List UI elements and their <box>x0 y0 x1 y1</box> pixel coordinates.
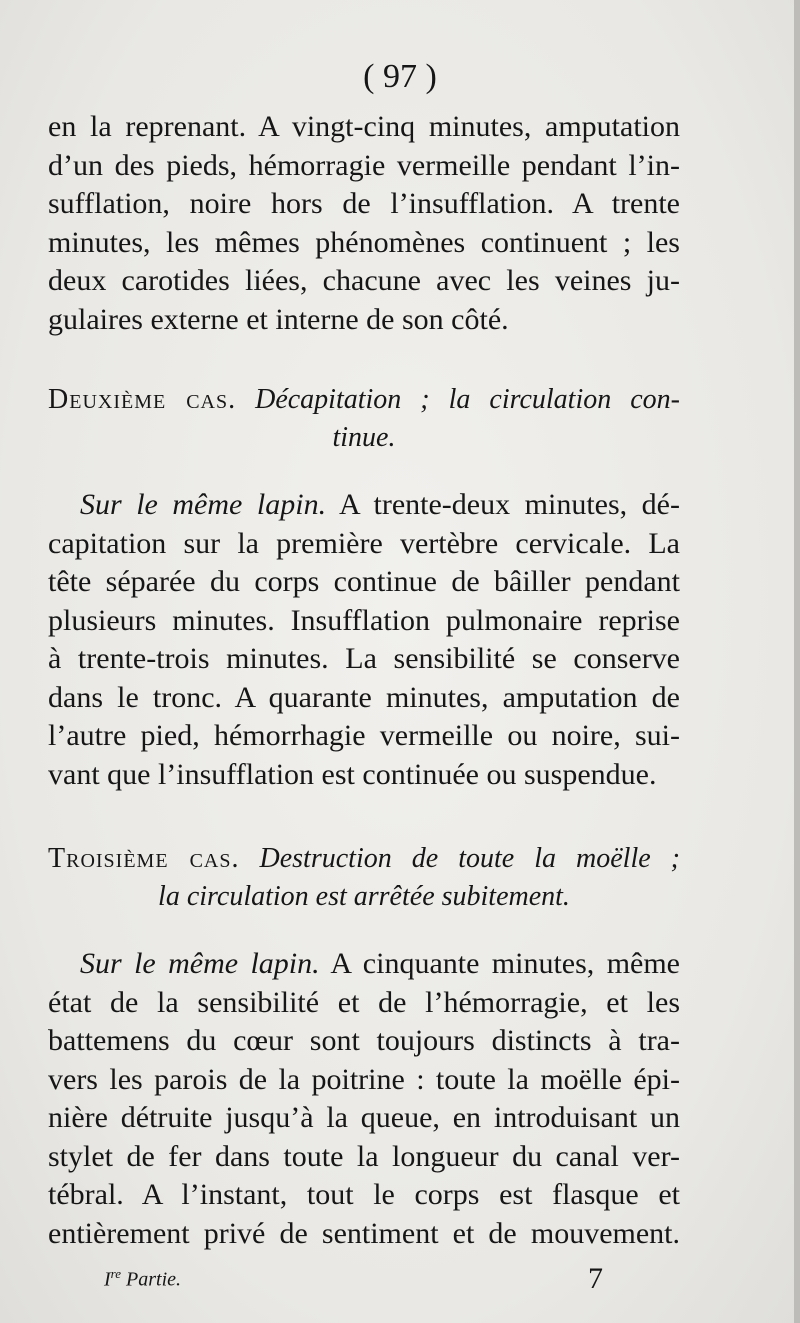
text-line: capitation sur la première vertèbre cervicale. La <box>48 526 680 560</box>
text-line: nière détruite jusqu’à la queue, en introduisant un <box>48 1101 680 1134</box>
text-line: l’autre pied, hémorrhagie vermeille ou noire, sui- <box>48 719 680 752</box>
text-line: minutes, les mêmes phénomènes continuent ; les <box>48 225 680 259</box>
case-3-heading <box>48 840 680 916</box>
paragraph-1 <box>48 108 680 339</box>
case-2-heading <box>48 381 680 457</box>
sheet-number: 7 <box>588 1262 603 1295</box>
paragraph-3 <box>48 945 680 1253</box>
text-line: vers les parois de la poitrine : toute la moëlle épi- <box>48 1062 680 1096</box>
text-line: plusieurs minutes. Insufflation pulmonaire reprise <box>48 603 680 637</box>
text-line: en la reprenant. A vingt-cinq minutes, amputation <box>48 110 680 143</box>
text-line: état de la sensibilité et de l’hémorragie, et les <box>48 985 680 1019</box>
text-line: deux carotides liées, chacune avec les veines ju- <box>48 264 680 297</box>
paragraph-3-first-line: A cinquante minutes, même <box>330 947 680 980</box>
page-footer <box>0 1262 800 1298</box>
case-3-title: Destruction de toute la moëlle ; <box>259 843 681 874</box>
case-2-label: Deuxième cas. <box>48 384 237 415</box>
text-line: entièrement privé de sentiment et de mouvement. <box>48 1216 680 1250</box>
text-line: stylet de fer dans toute la longueur du canal ver- <box>48 1139 680 1173</box>
text-line: dans le tronc. A quarante minutes, amputation de <box>48 680 680 714</box>
paragraph-3-lead: Sur le même lapin. <box>80 947 320 980</box>
paragraph-2-first-line: A trente-deux minutes, dé- <box>338 488 680 521</box>
text-line: sufflation, noire hors de l’insufflation. A trente <box>48 187 680 220</box>
text-line: battemens du cœur sont toujours distincts à tra- <box>48 1024 680 1057</box>
signature-rest: Partie. <box>121 1268 182 1291</box>
signature-superscript: re <box>110 1266 122 1281</box>
text-line: vant que l’insufflation est continuée ou suspendue. <box>48 757 657 791</box>
text-line: gulaires externe et interne de son côté. <box>48 302 509 336</box>
signature-main: I <box>104 1268 111 1291</box>
signature-mark <box>104 1266 181 1292</box>
page-number: ( 97 ) <box>363 58 437 95</box>
paragraph-2 <box>48 486 680 794</box>
case-3-title-continued: la circulation est arrêtée subitement. <box>158 881 570 912</box>
text-line <box>48 945 680 984</box>
text-line: d’un des pieds, hémorragie vermeille pendant l’in- <box>48 148 680 182</box>
text-line <box>48 486 680 525</box>
heading-line <box>48 381 680 419</box>
paragraph-2-lead: Sur le même lapin. <box>80 488 327 521</box>
case-2-title: Décapitation ; la circulation con- <box>255 384 680 415</box>
text-line: tête séparée du corps continue de bâiller pendant <box>48 565 680 598</box>
page-edge-shadow <box>794 0 800 1323</box>
case-3-label: Troisième cas. <box>48 843 240 874</box>
text-line: tébral. A l’instant, tout le corps est flasque et <box>48 1178 680 1211</box>
case-2-title-continued: tinue. <box>332 422 396 453</box>
text-line: à trente-trois minutes. La sensibilité se conserve <box>48 642 680 675</box>
heading-line <box>48 840 680 878</box>
